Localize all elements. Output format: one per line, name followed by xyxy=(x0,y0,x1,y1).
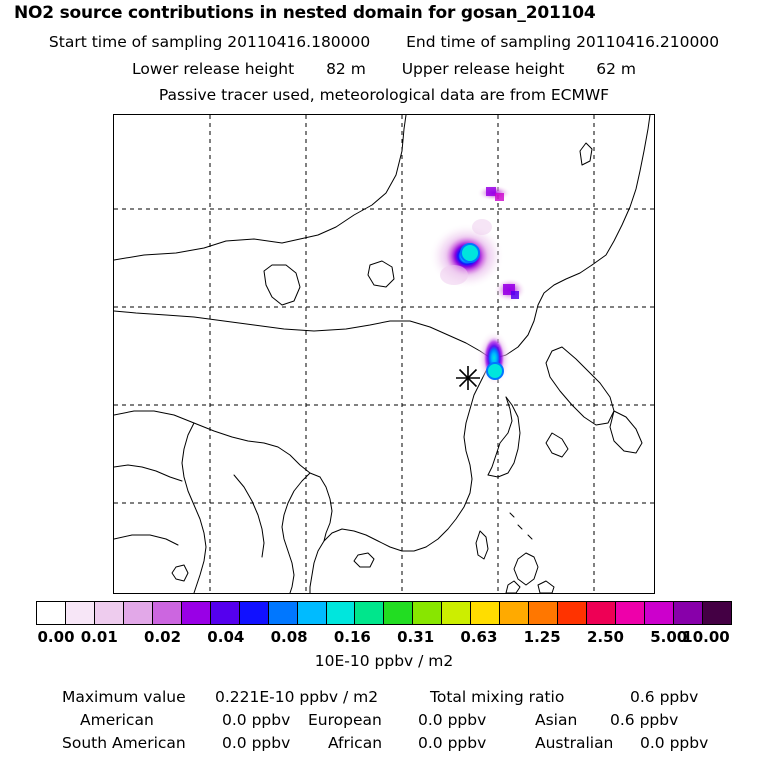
release-height-line xyxy=(0,60,768,78)
colorbar-cell-10 xyxy=(327,602,356,624)
colorbar-tick-5: 0.16 xyxy=(333,628,371,646)
colorbar-tick-labels xyxy=(0,628,768,646)
colorbar-tick-10: 5.00 xyxy=(650,628,688,646)
colorbar-cell-11 xyxy=(355,602,384,624)
lower-release-height-label: Lower release height xyxy=(131,60,295,78)
colorbar-cell-5 xyxy=(182,602,211,624)
upper-release-height-label: Upper release height xyxy=(401,60,565,78)
colorbar-cell-1 xyxy=(66,602,95,624)
colorbar-cell-20 xyxy=(616,602,645,624)
colorbar-cell-9 xyxy=(298,602,327,624)
colorbar-cell-15 xyxy=(471,602,500,624)
release-site-marker xyxy=(456,366,480,390)
colorbar-cell-0 xyxy=(37,602,66,624)
south-american-label: South American xyxy=(62,734,186,752)
max-value-value: 0.221E-10 ppbv / m2 xyxy=(215,688,379,706)
colorbar-cell-18 xyxy=(558,602,587,624)
max-value-label: Maximum value xyxy=(62,688,186,706)
colorbar-tick-6: 0.31 xyxy=(397,628,435,646)
colorbar-cell-22 xyxy=(674,602,703,624)
concentration-plumes xyxy=(429,185,526,386)
start-time-label: Start time of sampling xyxy=(48,33,223,51)
lower-release-height-value: 82 m xyxy=(326,60,366,78)
south-american-value: 0.0 ppbv xyxy=(222,734,291,752)
colorbar-cell-7 xyxy=(240,602,269,624)
colorbar-tick-9: 2.50 xyxy=(586,628,624,646)
colorbar xyxy=(36,601,732,625)
map-coastlines xyxy=(114,115,650,593)
colorbar-tick-4: 0.08 xyxy=(270,628,308,646)
colorbar-cell-3 xyxy=(124,602,153,624)
colorbar-tick-7: 0.63 xyxy=(460,628,498,646)
colorbar-tick-0: 0.00 xyxy=(37,628,75,646)
asian-label: Asian xyxy=(535,711,578,729)
colorbar-unit-label: 10E-10 ppbv / m2 xyxy=(314,652,454,670)
map-graticule xyxy=(114,115,654,593)
australian-value: 0.0 ppbv xyxy=(640,734,709,752)
sampling-time-line xyxy=(0,33,768,51)
african-value: 0.0 ppbv xyxy=(418,734,487,752)
colorbar-cell-16 xyxy=(500,602,529,624)
map-plot-area xyxy=(113,114,655,594)
end-time-label: End time of sampling xyxy=(406,33,572,51)
colorbar-cell-14 xyxy=(442,602,471,624)
total-mixing-ratio-value: 0.6 ppbv xyxy=(630,688,699,706)
australian-label: Australian xyxy=(535,734,614,752)
colorbar-tick-3: 0.04 xyxy=(207,628,245,646)
colorbar-cell-19 xyxy=(587,602,616,624)
colorbar-cell-17 xyxy=(529,602,558,624)
map-svg xyxy=(114,115,654,593)
end-time-value: 20110416.210000 xyxy=(576,33,720,51)
colorbar-tick-8: 1.25 xyxy=(523,628,561,646)
colorbar-cell-8 xyxy=(269,602,298,624)
upper-release-height-value: 62 m xyxy=(596,60,637,78)
colorbar-tick-2: 0.02 xyxy=(144,628,182,646)
european-value: 0.0 ppbv xyxy=(418,711,487,729)
african-label: African xyxy=(328,734,383,752)
tracer-note: Passive tracer used, meteorological data are from ECMWF xyxy=(158,86,610,104)
american-value: 0.0 ppbv xyxy=(222,711,291,729)
colorbar-tick-11: 10.00 xyxy=(682,628,730,646)
summary-row-2 xyxy=(0,734,768,754)
total-mixing-ratio-label: Total mixing ratio xyxy=(430,688,565,706)
colorbar-cell-13 xyxy=(413,602,442,624)
start-time-value: 20110416.180000 xyxy=(227,33,371,51)
colorbar-cell-2 xyxy=(95,602,124,624)
american-label: American xyxy=(80,711,154,729)
summary-row-max xyxy=(0,688,768,708)
summary-row-1 xyxy=(0,711,768,731)
european-label: European xyxy=(308,711,382,729)
page-title: NO2 source contributions in nested domain for gosan_201104 xyxy=(14,3,596,23)
colorbar-cell-12 xyxy=(384,602,413,624)
colorbar-tick-1: 0.01 xyxy=(80,628,118,646)
colorbar-cell-6 xyxy=(211,602,240,624)
asian-value: 0.6 ppbv xyxy=(610,711,679,729)
colorbar-cell-21 xyxy=(645,602,674,624)
colorbar-cell-23 xyxy=(703,602,731,624)
colorbar-cell-4 xyxy=(153,602,182,624)
